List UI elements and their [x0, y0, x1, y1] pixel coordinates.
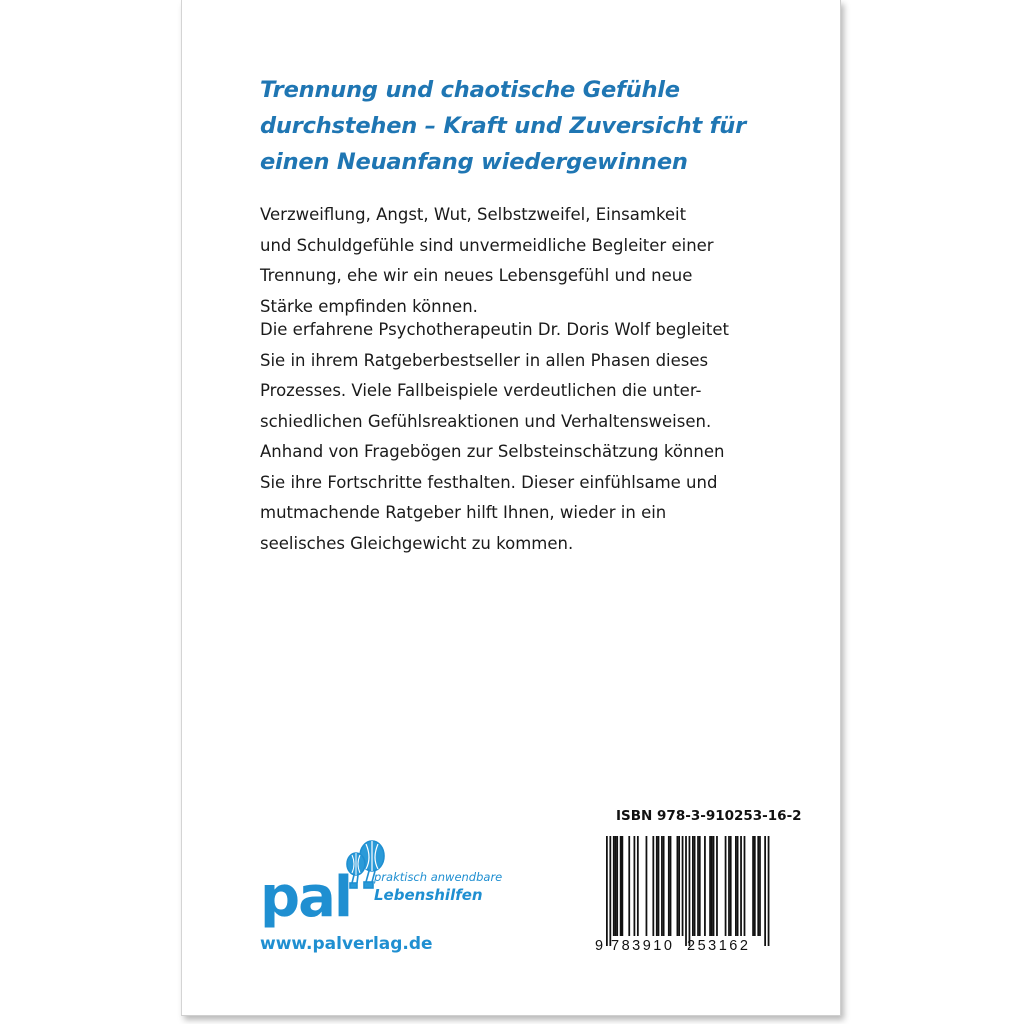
- barcode-bar: [768, 836, 770, 946]
- barcode-bar: [620, 836, 622, 936]
- barcode-bar: [740, 836, 742, 936]
- barcode-bar: [656, 836, 658, 936]
- barcode-bar: [677, 836, 679, 936]
- barcode-bar: [709, 836, 711, 936]
- barcode-bar: [678, 836, 680, 936]
- barcode-bar: [757, 836, 759, 936]
- book-back-cover: [181, 0, 841, 1016]
- barcode-bar: [713, 836, 715, 936]
- cover-headline: [260, 72, 820, 180]
- blurb-line: Prozesses. Viele Fallbeispiele verdeutlichen die unter-: [260, 381, 702, 400]
- barcode-bar: [658, 836, 660, 936]
- barcode-bar: [730, 836, 732, 936]
- blurb-line: schiedlichen Gefühlsreaktionen und Verhaltensweisen.: [260, 411, 712, 431]
- barcode-bar: [615, 836, 617, 936]
- barcode-bar: [694, 836, 696, 936]
- barcode-bar: [764, 836, 766, 946]
- barcode-bar: [697, 836, 699, 936]
- barcode-bar: [711, 836, 713, 936]
- barcode-bar: [670, 836, 672, 936]
- pal-wordmark: pal: [260, 865, 352, 928]
- blurb-line: Sie in ihrem Ratgeberbestseller in allen Phasen dieses: [260, 350, 709, 370]
- barcode-bar: [606, 836, 608, 946]
- barcode-bar: [754, 836, 756, 936]
- barcode-bar: [744, 836, 746, 936]
- blurb-line: und Schuldgefühle sind unvermeidliche Begleiter einer: [260, 235, 714, 255]
- barcode-bar: [689, 836, 691, 946]
- blurb-paragraph-2: [260, 315, 820, 559]
- barcode-bar: [728, 836, 730, 936]
- barcode-digit-group-1: 783910: [611, 938, 675, 954]
- blurb-line: mutmachende Ratgeber hilft Ihnen, wieder in ein: [260, 503, 667, 522]
- blurb-line: Stärke empfinden können.: [260, 296, 478, 316]
- publisher-website: www.palverlag.de: [260, 934, 433, 954]
- barcode-bar: [752, 836, 754, 936]
- barcode-bar: [634, 836, 636, 936]
- blurb-line: Anhand von Fragebögen zur Selbsteinschätzung können: [260, 442, 725, 461]
- blurb-line: Trennung, ehe wir ein neues Lebensgefühl und neue: [260, 266, 693, 285]
- barcode-digit-group-2: 253162: [687, 938, 751, 954]
- barcode-bar: [682, 836, 684, 936]
- barcode-bar: [704, 836, 706, 936]
- blurb-line: Sie ihre Fortschritte festhalten. Dieser einfühlsame und: [260, 472, 718, 492]
- blurb-line: seelisches Gleichgewicht zu kommen.: [260, 533, 574, 553]
- barcode-bar: [692, 836, 694, 936]
- headline-line: Trennung und chaotische Gefühle: [260, 77, 680, 103]
- isbn-label: ISBN 978-3-910253-16-2: [616, 808, 802, 824]
- barcode-bar: [663, 836, 665, 936]
- barcode-bar: [759, 836, 761, 936]
- publisher-tagline-2: Lebenshilfen: [374, 886, 483, 904]
- headline-line: durchstehen – Kraft und Zuversicht für: [260, 113, 746, 139]
- barcode-bar: [725, 836, 727, 936]
- barcode-bar: [735, 836, 737, 936]
- barcode-bar: [609, 836, 611, 946]
- publisher-tagline-1: praktisch anwendbare: [374, 870, 503, 884]
- headline-line: einen Neuanfang wiedergewinnen: [260, 149, 688, 175]
- barcode-bar: [613, 836, 615, 936]
- barcode-bar: [628, 836, 630, 936]
- barcode-bar: [646, 836, 648, 936]
- barcode-bar: [716, 836, 718, 936]
- barcode-bar: [621, 836, 623, 936]
- blurb-paragraph-1: [260, 200, 820, 322]
- barcode-bar: [652, 836, 654, 936]
- barcode-bar: [616, 836, 618, 936]
- barcode-bar: [637, 836, 639, 936]
- barcode-lead-digit: 9: [595, 938, 604, 954]
- barcode-bar: [668, 836, 670, 936]
- blurb-line: Verzweiflung, Angst, Wut, Selbstzweifel, Einsamkeit: [260, 205, 687, 224]
- barcode-bar: [699, 836, 701, 936]
- blurb-line: Die erfahrene Psychotherapeutin Dr. Doris Wolf begleitet: [260, 320, 729, 339]
- barcode-bar: [737, 836, 739, 936]
- barcode-bar: [661, 836, 663, 936]
- barcode-bar: [685, 836, 687, 946]
